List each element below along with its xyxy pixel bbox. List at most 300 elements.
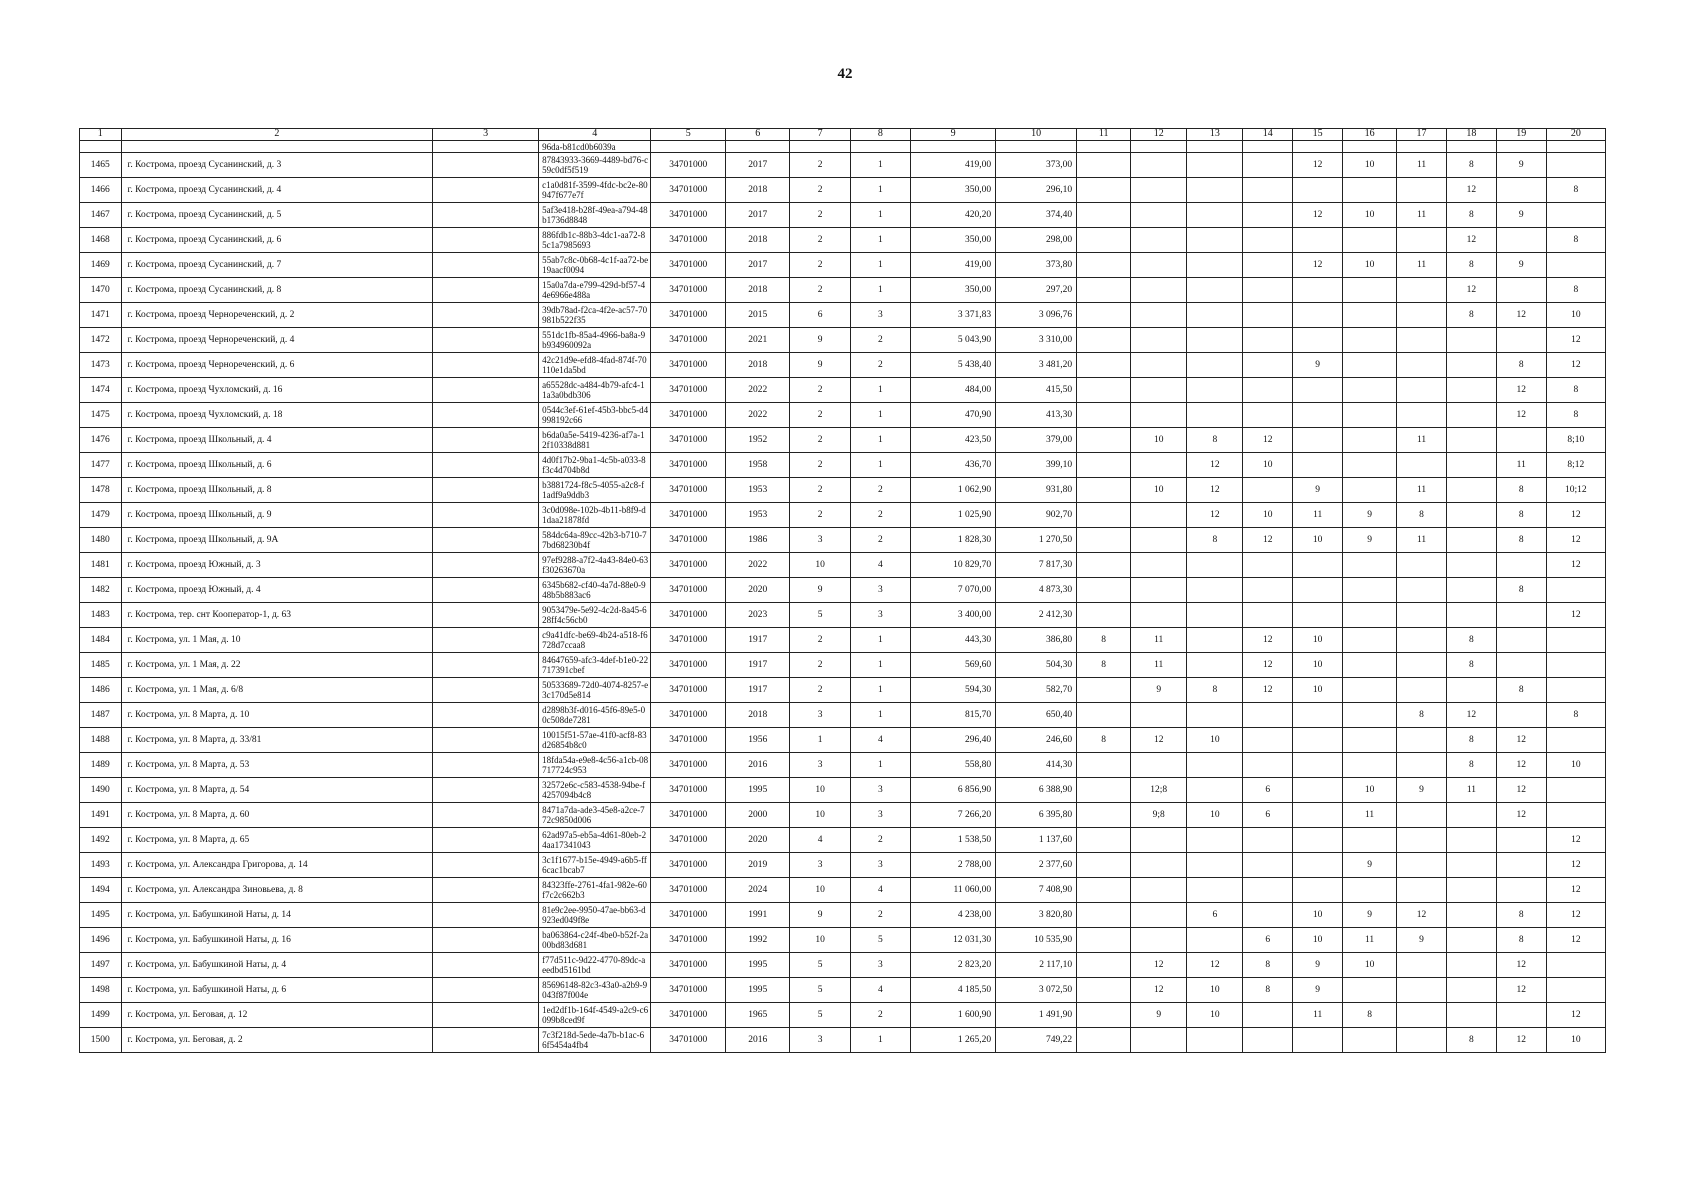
col3-cell [433, 153, 539, 178]
col16-cell [1343, 328, 1397, 353]
entrances-cell: 4 [850, 553, 910, 578]
col15-cell [1293, 403, 1343, 428]
year-cell: 1952 [726, 428, 790, 453]
living-area-cell: 3 820,80 [996, 903, 1077, 928]
col12-cell [1131, 403, 1187, 428]
table-row [80, 253, 1606, 278]
address-cell: г. Кострома, ул. Бабушкиной Наты, д. 16 [121, 928, 433, 953]
living-area-cell: 379,00 [996, 428, 1077, 453]
oktmo-cell: 34701000 [651, 903, 726, 928]
col12-cell [1131, 203, 1187, 228]
col-header-12: 12 [1131, 129, 1187, 141]
year-cell: 2015 [726, 303, 790, 328]
col15-cell: 9 [1293, 978, 1343, 1003]
floors-cell: 2 [790, 428, 850, 453]
floors-cell: 10 [790, 928, 850, 953]
house-guid-cell: 42c21d9e-efd8-4fad-874f-70110e1da5bd [539, 353, 651, 378]
year-cell: 1958 [726, 453, 790, 478]
col17-cell [1397, 1028, 1447, 1053]
col13-cell [1187, 328, 1243, 353]
floors-cell: 2 [790, 653, 850, 678]
floors-cell: 1 [790, 728, 850, 753]
col3-cell [433, 903, 539, 928]
year-cell: 2018 [726, 703, 790, 728]
col15-cell [1293, 228, 1343, 253]
total-area-cell: 296,40 [910, 728, 995, 753]
entrances-cell: 1 [850, 253, 910, 278]
col20-cell: 12 [1546, 353, 1605, 378]
col14-cell [1243, 203, 1293, 228]
col14-cell [1243, 253, 1293, 278]
col19-cell [1496, 853, 1546, 878]
col16-cell [1343, 403, 1397, 428]
col13-cell: 12 [1187, 503, 1243, 528]
row-number: 1494 [80, 878, 122, 903]
col20-cell [1546, 803, 1605, 828]
table-row [80, 303, 1606, 328]
house-guid-cell: ba063864-c24f-4be0-b52f-2a00bd83d681 [539, 928, 651, 953]
address-cell: г. Кострома, ул. 8 Марта, д. 54 [121, 778, 433, 803]
table-row [80, 578, 1606, 603]
house-guid-cell: 5af3e418-b28f-49ea-a794-48b1736d8848 [539, 203, 651, 228]
total-area-cell: 6 856,90 [910, 778, 995, 803]
col13-cell [1187, 753, 1243, 778]
col15-cell: 10 [1293, 678, 1343, 703]
col13-cell [1187, 778, 1243, 803]
col18-cell [1446, 1003, 1496, 1028]
oktmo-cell: 34701000 [651, 628, 726, 653]
table-row [80, 178, 1606, 203]
col15-cell [1293, 278, 1343, 303]
col13-cell [1187, 253, 1243, 278]
col19-cell: 8 [1496, 678, 1546, 703]
table-row [80, 1028, 1606, 1053]
col11-cell [1077, 978, 1131, 1003]
col12-cell [1131, 928, 1187, 953]
floors-cell: 2 [790, 678, 850, 703]
col19-cell: 8 [1496, 903, 1546, 928]
col-header-10: 10 [996, 129, 1077, 141]
floors-cell: 10 [790, 553, 850, 578]
col13-cell [1187, 703, 1243, 728]
col13-cell [1187, 1028, 1243, 1053]
col20-cell: 12 [1546, 503, 1605, 528]
col12-cell: 9 [1131, 1003, 1187, 1028]
col14-cell: 12 [1243, 428, 1293, 453]
row-number: 1489 [80, 753, 122, 778]
year-cell: 2020 [726, 578, 790, 603]
oktmo-cell: 34701000 [651, 428, 726, 453]
col20-cell: 8;10 [1546, 428, 1605, 453]
col18-cell: 12 [1446, 178, 1496, 203]
col-header-4: 4 [539, 129, 651, 141]
col20-cell: 10 [1546, 753, 1605, 778]
col14-cell: 8 [1243, 953, 1293, 978]
col13-cell [1187, 203, 1243, 228]
row-number: 1469 [80, 253, 122, 278]
col19-cell: 12 [1496, 303, 1546, 328]
col16-cell [1343, 353, 1397, 378]
col15-cell [1293, 828, 1343, 853]
col-header-17: 17 [1397, 129, 1447, 141]
living-area-cell: 298,00 [996, 228, 1077, 253]
col3-cell [433, 953, 539, 978]
col20-cell [1546, 678, 1605, 703]
year-cell: 2018 [726, 178, 790, 203]
col-header-8: 8 [850, 129, 910, 141]
floors-cell: 2 [790, 403, 850, 428]
living-area-cell: 3 310,00 [996, 328, 1077, 353]
house-guid-cell: 84323ffe-2761-4fa1-982e-60f7c2c662b3 [539, 878, 651, 903]
oktmo-cell: 34701000 [651, 778, 726, 803]
year-cell: 1953 [726, 478, 790, 503]
address-cell: г. Кострома, проезд Чернореченский, д. 6 [121, 353, 433, 378]
col13-cell [1187, 928, 1243, 953]
oktmo-cell: 34701000 [651, 403, 726, 428]
entrances-cell: 3 [850, 603, 910, 628]
col16-cell [1343, 278, 1397, 303]
col16-cell: 11 [1343, 803, 1397, 828]
col13-cell: 6 [1187, 903, 1243, 928]
col13-cell: 8 [1187, 528, 1243, 553]
col13-cell [1187, 228, 1243, 253]
floors-cell: 2 [790, 203, 850, 228]
col12-cell: 12 [1131, 728, 1187, 753]
col18-cell [1446, 978, 1496, 1003]
col16-cell [1343, 828, 1397, 853]
table-row [80, 828, 1606, 853]
table-row [80, 378, 1606, 403]
col17-cell [1397, 728, 1447, 753]
table-row [80, 153, 1606, 178]
col12-cell [1131, 703, 1187, 728]
year-cell: 1995 [726, 978, 790, 1003]
col12-cell [1131, 753, 1187, 778]
row-number: 1486 [80, 678, 122, 703]
entrances-cell: 4 [850, 728, 910, 753]
col16-cell [1343, 978, 1397, 1003]
total-area-cell: 1 828,30 [910, 528, 995, 553]
col12-cell [1131, 553, 1187, 578]
year-cell: 2018 [726, 278, 790, 303]
col18-cell [1446, 478, 1496, 503]
col20-cell: 8 [1546, 178, 1605, 203]
col13-cell: 8 [1187, 428, 1243, 453]
living-area-cell: 3 096,76 [996, 303, 1077, 328]
col18-cell [1446, 828, 1496, 853]
col19-cell [1496, 878, 1546, 903]
col15-cell [1293, 378, 1343, 403]
table-row [80, 853, 1606, 878]
table-row [80, 728, 1606, 753]
col15-cell [1293, 428, 1343, 453]
col17-cell [1397, 578, 1447, 603]
year-cell: 1917 [726, 628, 790, 653]
floors-cell: 2 [790, 178, 850, 203]
row-number: 1496 [80, 928, 122, 953]
oktmo-cell: 34701000 [651, 528, 726, 553]
col11-cell [1077, 953, 1131, 978]
col12-cell [1131, 178, 1187, 203]
column-number-row [80, 129, 1606, 141]
total-area-cell: 420,20 [910, 203, 995, 228]
house-guid-cell: 7c3f218d-5ede-4a7b-b1ac-66f5454a4fb4 [539, 1028, 651, 1053]
col11-cell [1077, 503, 1131, 528]
floors-cell: 3 [790, 753, 850, 778]
col17-cell [1397, 278, 1447, 303]
col3-cell [433, 728, 539, 753]
row-number: 1487 [80, 703, 122, 728]
col11-cell [1077, 828, 1131, 853]
total-area-cell: 1 265,20 [910, 1028, 995, 1053]
oktmo-cell: 34701000 [651, 853, 726, 878]
col15-cell: 11 [1293, 1003, 1343, 1028]
entrances-cell: 2 [850, 478, 910, 503]
address-cell: г. Кострома, проезд Школьный, д. 6 [121, 453, 433, 478]
table-row [80, 203, 1606, 228]
col11-cell [1077, 578, 1131, 603]
col15-cell [1293, 453, 1343, 478]
col20-cell: 8 [1546, 403, 1605, 428]
col19-cell: 8 [1496, 478, 1546, 503]
address-cell: г. Кострома, проезд Южный, д. 3 [121, 553, 433, 578]
col18-cell [1446, 528, 1496, 553]
entrances-cell: 2 [850, 1003, 910, 1028]
year-cell: 1986 [726, 528, 790, 553]
oktmo-cell: 34701000 [651, 253, 726, 278]
floors-cell: 3 [790, 1028, 850, 1053]
floors-cell: 10 [790, 878, 850, 903]
col16-cell [1343, 653, 1397, 678]
year-cell: 2021 [726, 328, 790, 353]
floors-cell: 2 [790, 378, 850, 403]
col13-cell [1187, 378, 1243, 403]
total-area-cell: 350,00 [910, 228, 995, 253]
house-guid-cell: 50533689-72d0-4074-8257-e3c170d5e814 [539, 678, 651, 703]
house-guid-cell: 84647659-afc3-4def-b1e0-22717391cbef [539, 653, 651, 678]
col20-cell: 12 [1546, 1003, 1605, 1028]
col20-cell [1546, 578, 1605, 603]
col18-cell [1446, 328, 1496, 353]
col15-cell [1293, 778, 1343, 803]
col11-cell [1077, 378, 1131, 403]
col17-cell [1397, 453, 1447, 478]
col19-cell: 12 [1496, 403, 1546, 428]
oktmo-cell: 34701000 [651, 278, 726, 303]
living-area-cell: 6 388,90 [996, 778, 1077, 803]
col15-cell [1293, 878, 1343, 903]
total-area-cell: 350,00 [910, 178, 995, 203]
col14-cell: 6 [1243, 778, 1293, 803]
row-number: 1467 [80, 203, 122, 228]
col11-cell [1077, 678, 1131, 703]
floors-cell: 5 [790, 978, 850, 1003]
col-header-15: 15 [1293, 129, 1343, 141]
col14-cell: 8 [1243, 978, 1293, 1003]
col17-cell [1397, 753, 1447, 778]
col14-cell [1243, 728, 1293, 753]
col18-cell [1446, 353, 1496, 378]
living-area-cell: 414,30 [996, 753, 1077, 778]
table-row [80, 553, 1606, 578]
col19-cell: 9 [1496, 203, 1546, 228]
col18-cell: 12 [1446, 278, 1496, 303]
row-number: 1465 [80, 153, 122, 178]
col11-cell [1077, 203, 1131, 228]
col15-cell: 12 [1293, 153, 1343, 178]
oktmo-cell: 34701000 [651, 603, 726, 628]
oktmo-cell: 34701000 [651, 328, 726, 353]
year-cell: 2017 [726, 203, 790, 228]
col16-cell [1343, 1028, 1397, 1053]
col16-cell [1343, 228, 1397, 253]
oktmo-cell: 34701000 [651, 203, 726, 228]
living-area-cell: 504,30 [996, 653, 1077, 678]
col14-cell [1243, 703, 1293, 728]
col12-cell: 12;8 [1131, 778, 1187, 803]
living-area-cell: 931,80 [996, 478, 1077, 503]
house-guid-cell: f77d511c-9d22-4770-89dc-aeedbd5161bd [539, 953, 651, 978]
col13-cell [1187, 278, 1243, 303]
oktmo-cell: 34701000 [651, 1003, 726, 1028]
col17-cell [1397, 878, 1447, 903]
col11-cell [1077, 303, 1131, 328]
col12-cell: 9;8 [1131, 803, 1187, 828]
living-area-cell: 373,80 [996, 253, 1077, 278]
address-cell: г. Кострома, ул. Бабушкиной Наты, д. 14 [121, 903, 433, 928]
table-row [80, 1003, 1606, 1028]
living-area-cell: 1 491,90 [996, 1003, 1077, 1028]
col20-cell [1546, 978, 1605, 1003]
col16-cell [1343, 703, 1397, 728]
row-number: 1497 [80, 953, 122, 978]
col19-cell: 12 [1496, 728, 1546, 753]
col11-cell [1077, 253, 1131, 278]
address-cell: г. Кострома, проезд Чухломский, д. 18 [121, 403, 433, 428]
row-number: 1473 [80, 353, 122, 378]
col12-cell: 11 [1131, 628, 1187, 653]
living-area-cell: 1 270,50 [996, 528, 1077, 553]
col16-cell [1343, 178, 1397, 203]
col13-cell: 12 [1187, 953, 1243, 978]
address-cell: г. Кострома, ул. 8 Марта, д. 33/81 [121, 728, 433, 753]
living-area-cell: 413,30 [996, 403, 1077, 428]
address-cell: г. Кострома, проезд Чернореченский, д. 2 [121, 303, 433, 328]
col3-cell [433, 603, 539, 628]
col15-cell: 9 [1293, 353, 1343, 378]
col3-cell [433, 503, 539, 528]
house-guid-cell: 3c1f1677-b15e-4949-a6b5-ff6cac1bcab7 [539, 853, 651, 878]
row-number: 1488 [80, 728, 122, 753]
entrances-cell: 2 [850, 503, 910, 528]
col14-cell [1243, 478, 1293, 503]
col3-cell [433, 203, 539, 228]
col16-cell [1343, 628, 1397, 653]
row-number: 1492 [80, 828, 122, 853]
col3-cell [433, 878, 539, 903]
col19-cell: 12 [1496, 978, 1546, 1003]
col3-cell [433, 653, 539, 678]
col12-cell [1131, 853, 1187, 878]
table-row [80, 978, 1606, 1003]
total-area-cell: 5 043,90 [910, 328, 995, 353]
address-cell: г. Кострома, проезд Школьный, д. 8 [121, 478, 433, 503]
col3-cell [433, 1028, 539, 1053]
total-area-cell: 484,00 [910, 378, 995, 403]
col19-cell [1496, 828, 1546, 853]
entrances-cell: 4 [850, 978, 910, 1003]
table-row [80, 653, 1606, 678]
col17-cell: 11 [1397, 428, 1447, 453]
col14-cell [1243, 603, 1293, 628]
col17-cell: 11 [1397, 478, 1447, 503]
house-guid-cell: 32572e6c-c583-4538-94be-f4257094b4c8 [539, 778, 651, 803]
entrances-cell: 3 [850, 303, 910, 328]
col11-cell [1077, 228, 1131, 253]
row-number: 1490 [80, 778, 122, 803]
col15-cell [1293, 178, 1343, 203]
col3-cell [433, 578, 539, 603]
floors-cell: 2 [790, 453, 850, 478]
address-cell: г. Кострома, проезд Школьный, д. 9А [121, 528, 433, 553]
col20-cell [1546, 653, 1605, 678]
col17-cell [1397, 828, 1447, 853]
col17-cell [1397, 228, 1447, 253]
col17-cell [1397, 178, 1447, 203]
col-header-13: 13 [1187, 129, 1243, 141]
col11-cell [1077, 153, 1131, 178]
year-cell: 2016 [726, 753, 790, 778]
col18-cell [1446, 878, 1496, 903]
col17-cell: 12 [1397, 903, 1447, 928]
row-number: 1478 [80, 478, 122, 503]
col-header-14: 14 [1243, 129, 1293, 141]
col3-cell [433, 778, 539, 803]
col17-cell [1397, 303, 1447, 328]
house-guid-cell: 9053479e-5e92-4c2d-8a45-628ff4c56cb0 [539, 603, 651, 628]
col15-cell: 10 [1293, 628, 1343, 653]
col14-cell: 6 [1243, 803, 1293, 828]
row-number: 1499 [80, 1003, 122, 1028]
col14-cell: 10 [1243, 453, 1293, 478]
total-area-cell: 594,30 [910, 678, 995, 703]
col18-cell [1446, 553, 1496, 578]
col16-cell [1343, 303, 1397, 328]
col15-cell [1293, 328, 1343, 353]
oktmo-cell: 34701000 [651, 378, 726, 403]
col17-cell [1397, 553, 1447, 578]
col13-cell: 10 [1187, 803, 1243, 828]
col19-cell [1496, 653, 1546, 678]
col12-cell: 12 [1131, 978, 1187, 1003]
entrances-cell: 2 [850, 828, 910, 853]
col20-cell [1546, 953, 1605, 978]
floors-cell: 2 [790, 228, 850, 253]
col14-cell: 10 [1243, 503, 1293, 528]
col3-cell [433, 453, 539, 478]
total-area-cell: 569,60 [910, 653, 995, 678]
living-area-cell: 2 377,60 [996, 853, 1077, 878]
col14-cell [1243, 153, 1293, 178]
address-cell: г. Кострома, проезд Школьный, д. 4 [121, 428, 433, 453]
col20-cell: 8;12 [1546, 453, 1605, 478]
col13-cell [1187, 578, 1243, 603]
oktmo-cell: 34701000 [651, 653, 726, 678]
year-cell: 2019 [726, 853, 790, 878]
total-area-cell: 1 025,90 [910, 503, 995, 528]
row-number: 1495 [80, 903, 122, 928]
entrances-cell: 1 [850, 228, 910, 253]
